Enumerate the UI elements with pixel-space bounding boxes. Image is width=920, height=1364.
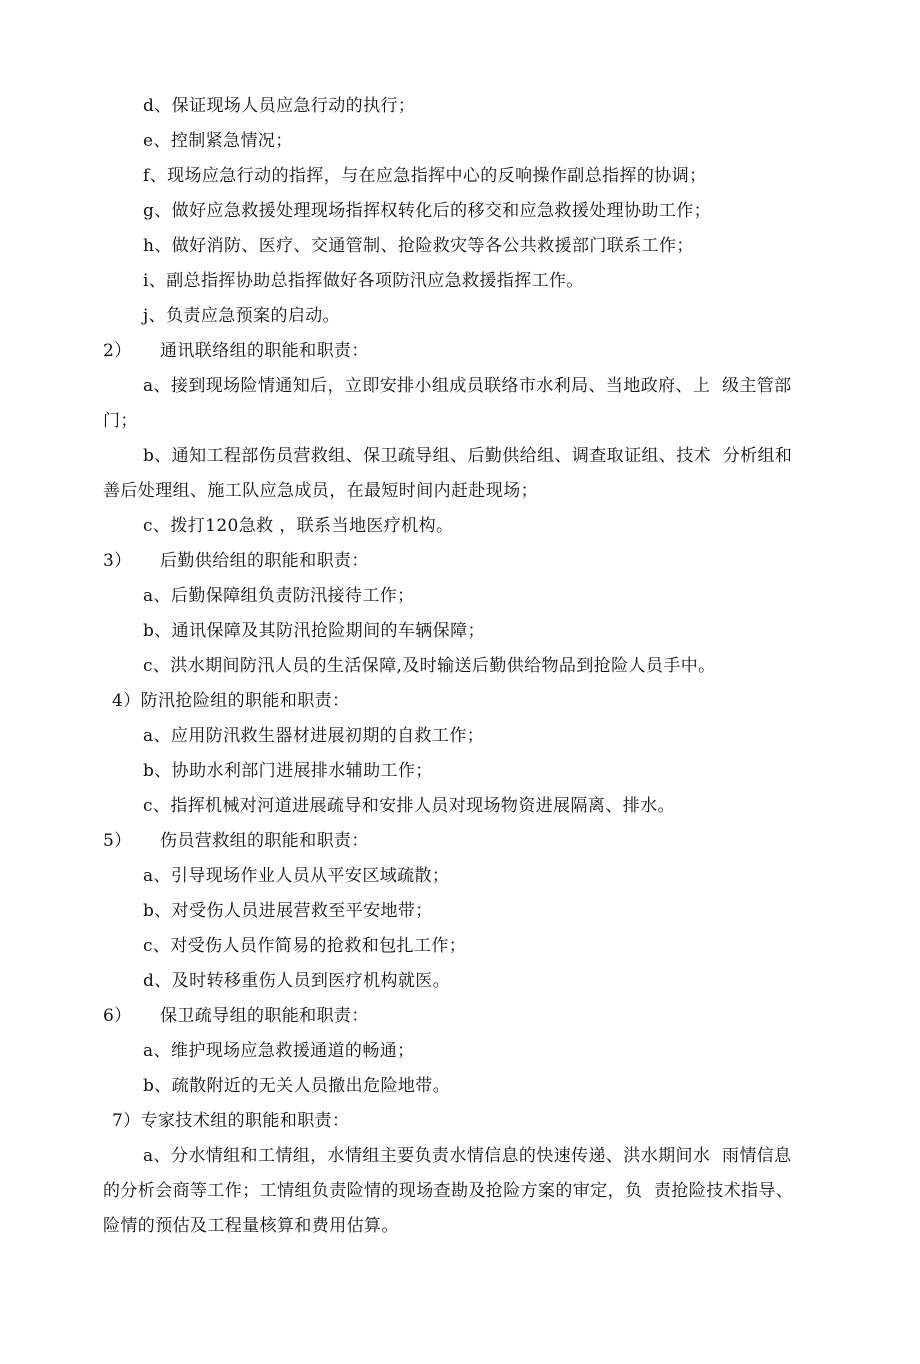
- text-line: c、拨打120急救 ，联系当地医疗机构。: [143, 516, 454, 536]
- section-number: 6）: [103, 1006, 132, 1026]
- text-line: b、通知工程部伤员营救组、保卫疏导组、后勤供给组、调查取证组、技术 分析组和: [143, 446, 793, 466]
- section-heading: [0, 824, 920, 858]
- section-title: 通讯联络组的职能和职责：: [160, 341, 369, 361]
- text-line: 门；: [103, 411, 138, 431]
- text-line: a、后勤保障组负责防汛接待工作；: [143, 586, 415, 606]
- text-line: c、洪水期间防汛人员的生活保障,及时输送后勤供给物品到抢险人员手中。: [143, 656, 716, 676]
- text-line: j、负责应急预案的启动。: [143, 306, 341, 326]
- text-line: i、副总指挥协助总指挥做好各项防汛应急救援指挥工作。: [143, 271, 584, 291]
- text-line: b、对受伤人员进展营救至平安地带；: [143, 901, 433, 921]
- text-line: a、分水情组和工情组，水情组主要负责水情信息的快速传递、洪水期间水 雨情信息: [143, 1146, 792, 1166]
- text-line: c、指挥机械对河道进展疏导和安排人员对现场物资进展隔离、排水。: [143, 796, 675, 816]
- text-line: f、现场应急行动的指挥，与在应急指挥中心的反响操作副总指挥的协调；: [143, 166, 707, 186]
- text-line: b、协助水利部门进展排水辅助工作；: [143, 761, 433, 781]
- text-line: d、及时转移重伤人员到医疗机构就医。: [143, 971, 451, 991]
- text-line: a、维护现场应急救援通道的畅通；: [143, 1041, 415, 1061]
- section-number: 3）: [103, 551, 132, 571]
- text-line: b、通讯保障及其防汛抢险期间的车辆保障；: [143, 621, 485, 641]
- text-line: a、引导现场作业人员从平安区域疏散；: [143, 866, 450, 886]
- section-title: 后勤供给组的职能和职责：: [160, 551, 369, 571]
- section-title: 伤员营救组的职能和职责：: [160, 831, 369, 851]
- section-heading: [0, 999, 920, 1033]
- text-line: 险情的预估及工程量核算和费用估算。: [103, 1216, 399, 1236]
- text-line: a、应用防汛救生器材进展初期的自救工作；: [143, 726, 485, 746]
- section-heading: [0, 334, 920, 368]
- text-line: a、接到现场险情通知后，立即安排小组成员联络市水利局、当地政府、上 级主管部: [143, 376, 792, 396]
- section-heading: [0, 544, 920, 578]
- section-number: 2）: [103, 341, 132, 361]
- text-line: e、控制紧急情况；: [143, 131, 293, 151]
- text-line: d、保证现场人员应急行动的执行；: [143, 96, 416, 116]
- text-line: b、疏散附近的无关人员撤出危险地带。: [143, 1076, 451, 1096]
- text-line: h、做好消防、医疗、交通管制、抢险救灾等各公共救援部门联系工作；: [143, 236, 694, 256]
- section-number: 5）: [103, 831, 132, 851]
- text-line: g、做好应急救援处理现场指挥权转化后的移交和应急救援处理协助工作；: [143, 201, 712, 221]
- section-heading: 7）专家技术组的职能和职责：: [112, 1111, 350, 1131]
- section-title: 保卫疏导组的职能和职责：: [160, 1006, 369, 1026]
- text-line: 善后处理组、施工队应急成员，在最短时间内赶赴现场；: [103, 481, 538, 501]
- text-line: 的分析会商等工作；工情组负责险情的现场查勘及抢险方案的审定，负 责抢险技术指导、: [103, 1181, 794, 1201]
- text-line: c、对受伤人员作简易的抢救和包扎工作；: [143, 936, 467, 956]
- section-heading: 4）防汛抢险组的职能和职责：: [112, 691, 350, 711]
